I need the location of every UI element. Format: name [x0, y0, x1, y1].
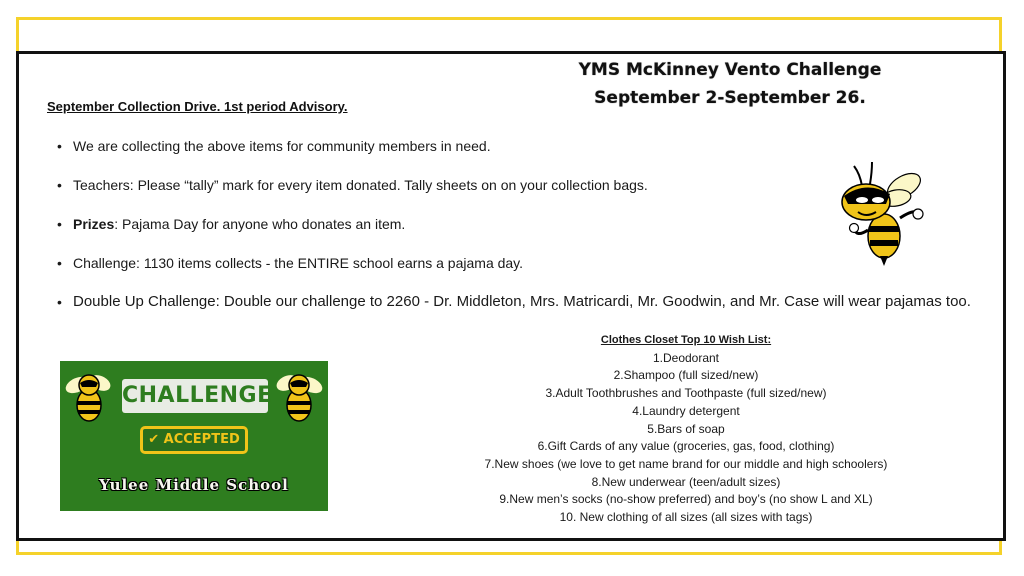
list-item: 10. New clothing of all sizes (all sizes with tags)	[559, 510, 813, 525]
bullet-collecting: • We are collecting the above items for community members in need.	[57, 138, 977, 154]
prizes-label: Prizes	[73, 216, 115, 232]
page-title: YMS McKinney Vento Challenge	[578, 60, 882, 80]
list-item: 9.New men’s socks (no-show preferred) and boy’s (no show L and XL)	[499, 492, 873, 507]
list-item: 7.New shoes (we love to get name brand for our middle and high schoolers)	[484, 456, 888, 471]
list-item: 1.Deodorant	[652, 350, 720, 365]
list-item: 4.Laundry detergent	[632, 403, 740, 418]
mini-hornet-right-icon	[272, 365, 326, 425]
date-range-title: September 2-September 26.	[594, 88, 866, 108]
bullet-double-up: • Double Up Challenge: Double our challenge to 2260 - Dr. Middleton, Mrs. Matricardi, Mr. Goodwin, and Mr. Case will wear pajamas too.	[57, 291, 977, 313]
mini-hornet-left-icon	[62, 365, 116, 425]
list-item: 8.New underwear (teen/adult sizes)	[591, 474, 781, 489]
list-item: 2.Shampoo (full sized/new)	[613, 368, 759, 383]
prizes-text: : Pajama Day for anyone who donates an item.	[114, 216, 406, 232]
list-item: 6.Gift Cards of any value (groceries, gas, food, clothing)	[537, 439, 835, 454]
list-item: 3.Adult Toothbrushes and Toothpaste (full sized/new)	[545, 386, 827, 401]
challenge-accepted-banner	[60, 361, 328, 511]
accepted-badge: ✔ ACCEPTED	[140, 426, 248, 454]
bullet-challenge: • Challenge: 1130 items collects - the ENTIRE school earns a pajama day.	[57, 255, 977, 271]
list-item: 5.Bars of soap	[647, 421, 725, 436]
challenge-heading: CHALLENGE	[122, 379, 268, 413]
clothes-closet-wish-list	[430, 332, 942, 527]
hornet-mascot-icon	[832, 158, 932, 266]
bullet-teachers: • Teachers: Please “tally” mark for every item donated. Tally sheets on on your collection bags.	[57, 177, 977, 193]
wish-list-heading: Clothes Closet Top 10 Wish List:	[600, 334, 772, 346]
school-name: Yulee Middle School	[99, 476, 289, 494]
collection-drive-label: September Collection Drive. 1st period Advisory.	[47, 99, 348, 114]
